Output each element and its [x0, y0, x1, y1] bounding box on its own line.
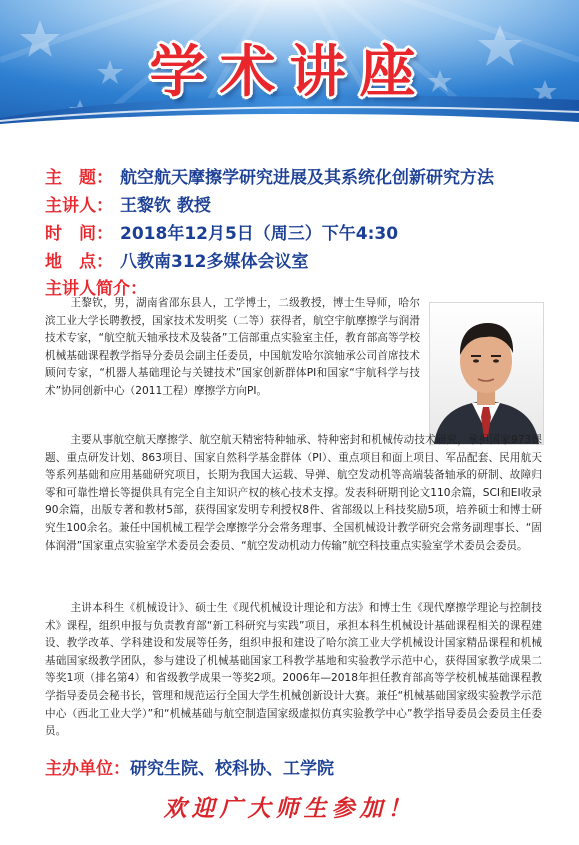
page-title: 学术讲座: [149, 40, 430, 105]
bio-paragraph-1: 王黎钦，男，湖南省邵东县人，工学博士，二级教授，博士生导师，哈尔滨工业大学长聘教授，国家技术发明奖（二等）获得者，航空宇航摩擦学与润滑技术专家，“航空航天轴承技术及装备”工信部重点实验室主任，教育部高等学校机械基础课程教学指导分委员会副主任委员，中国航发哈尔滨轴承公司首席技术顾问专家，“机器人基础理论与关键技术”国家创新群体PI和国家“宇航科学与技术”协同创新中心（2011工程）摩擦学方向PI。: [45, 297, 420, 397]
speaker-value: 王黎钦 教授: [120, 196, 211, 216]
place-value: 八教南312多媒体会议室: [120, 252, 309, 272]
header-banner: [0, 0, 579, 152]
topic-label: 主 题：: [45, 168, 113, 188]
place-label: 地 点：: [45, 252, 113, 272]
topic-value: 航空航天摩擦学研究进展及其系统化创新研究方法: [120, 168, 494, 188]
bio-paragraph-2: 主要从事航空航天摩擦学、航空航天精密特种轴承、特种密封和机械传动技术研究，承担国家973课题、重点研发计划、863项目、国家自然科学基金群体（PI）、重点项目和面上项目、军品配套、民用航天等系列基础和应用基础研究项目，长期为我国大运载、导弹、航空发动机等高端装备轴承的研制、故障归零和可靠性增长等提供具有完全自主知识产权的核心技术支撑。发表科研期刊论文110余篇，SCI和EI收录90余篇，出版专著和教材5部，获得国家发明专利授权8件、省部级以上科技奖励5项，培养硕士和博士研究生100余名。兼任中国机械工程学会摩擦学分会常务理事、全国机械设计教学研究会常务副理事长、“固体润滑”国家重点实验室学术委员会委员、“航空发动机动力传输”航空科技重点实验室学术委员会委员。: [45, 434, 542, 552]
organizer-value: 研究生院、校科协、工学院: [130, 759, 334, 779]
organizer-row: [45, 754, 334, 779]
speaker-photo: [429, 302, 544, 445]
bio-paragraph-3: 主讲本科生《机械设计》、硕士生《现代机械设计理论和方法》和博士生《现代摩擦学理论与控制技术》课程，组织申报与负责教育部“新工科研究与实践”项目，承担本科生机械设计基础课程相关的课程建设、教学改革、学科建设和发展等任务，组织申报和建设了哈尔滨工业大学机械设计国家精品课程和机械基础国家级教学团队，参与建设了机械基础国家工科教学基地和实验教学示范中心，获得国家教学成果二等奖1项（排名第4）和省级教学成果一等奖2项。2006年—2018年担任教育部高等学校机械基础课程教学指导委员会秘书长，管理和规范运行全国大学生机械创新设计大赛。兼任“机械基础国家级实验教学示范中心（西北工业大学）”和“机械基础与航空制造国家级虚拟仿真实验教学中心”教学指导委员会委员主任委员。: [45, 602, 542, 738]
speaker-label: 主讲人：: [45, 196, 113, 216]
welcome-message: 欢迎广大师生参加！: [163, 795, 416, 822]
bio-heading: 主讲人简介：: [45, 279, 147, 299]
time-value: 2018年12月5日（周三）下午4:30: [120, 224, 399, 244]
time-label: 时 间：: [45, 224, 113, 244]
organizer-label: 主办单位：: [45, 759, 130, 779]
